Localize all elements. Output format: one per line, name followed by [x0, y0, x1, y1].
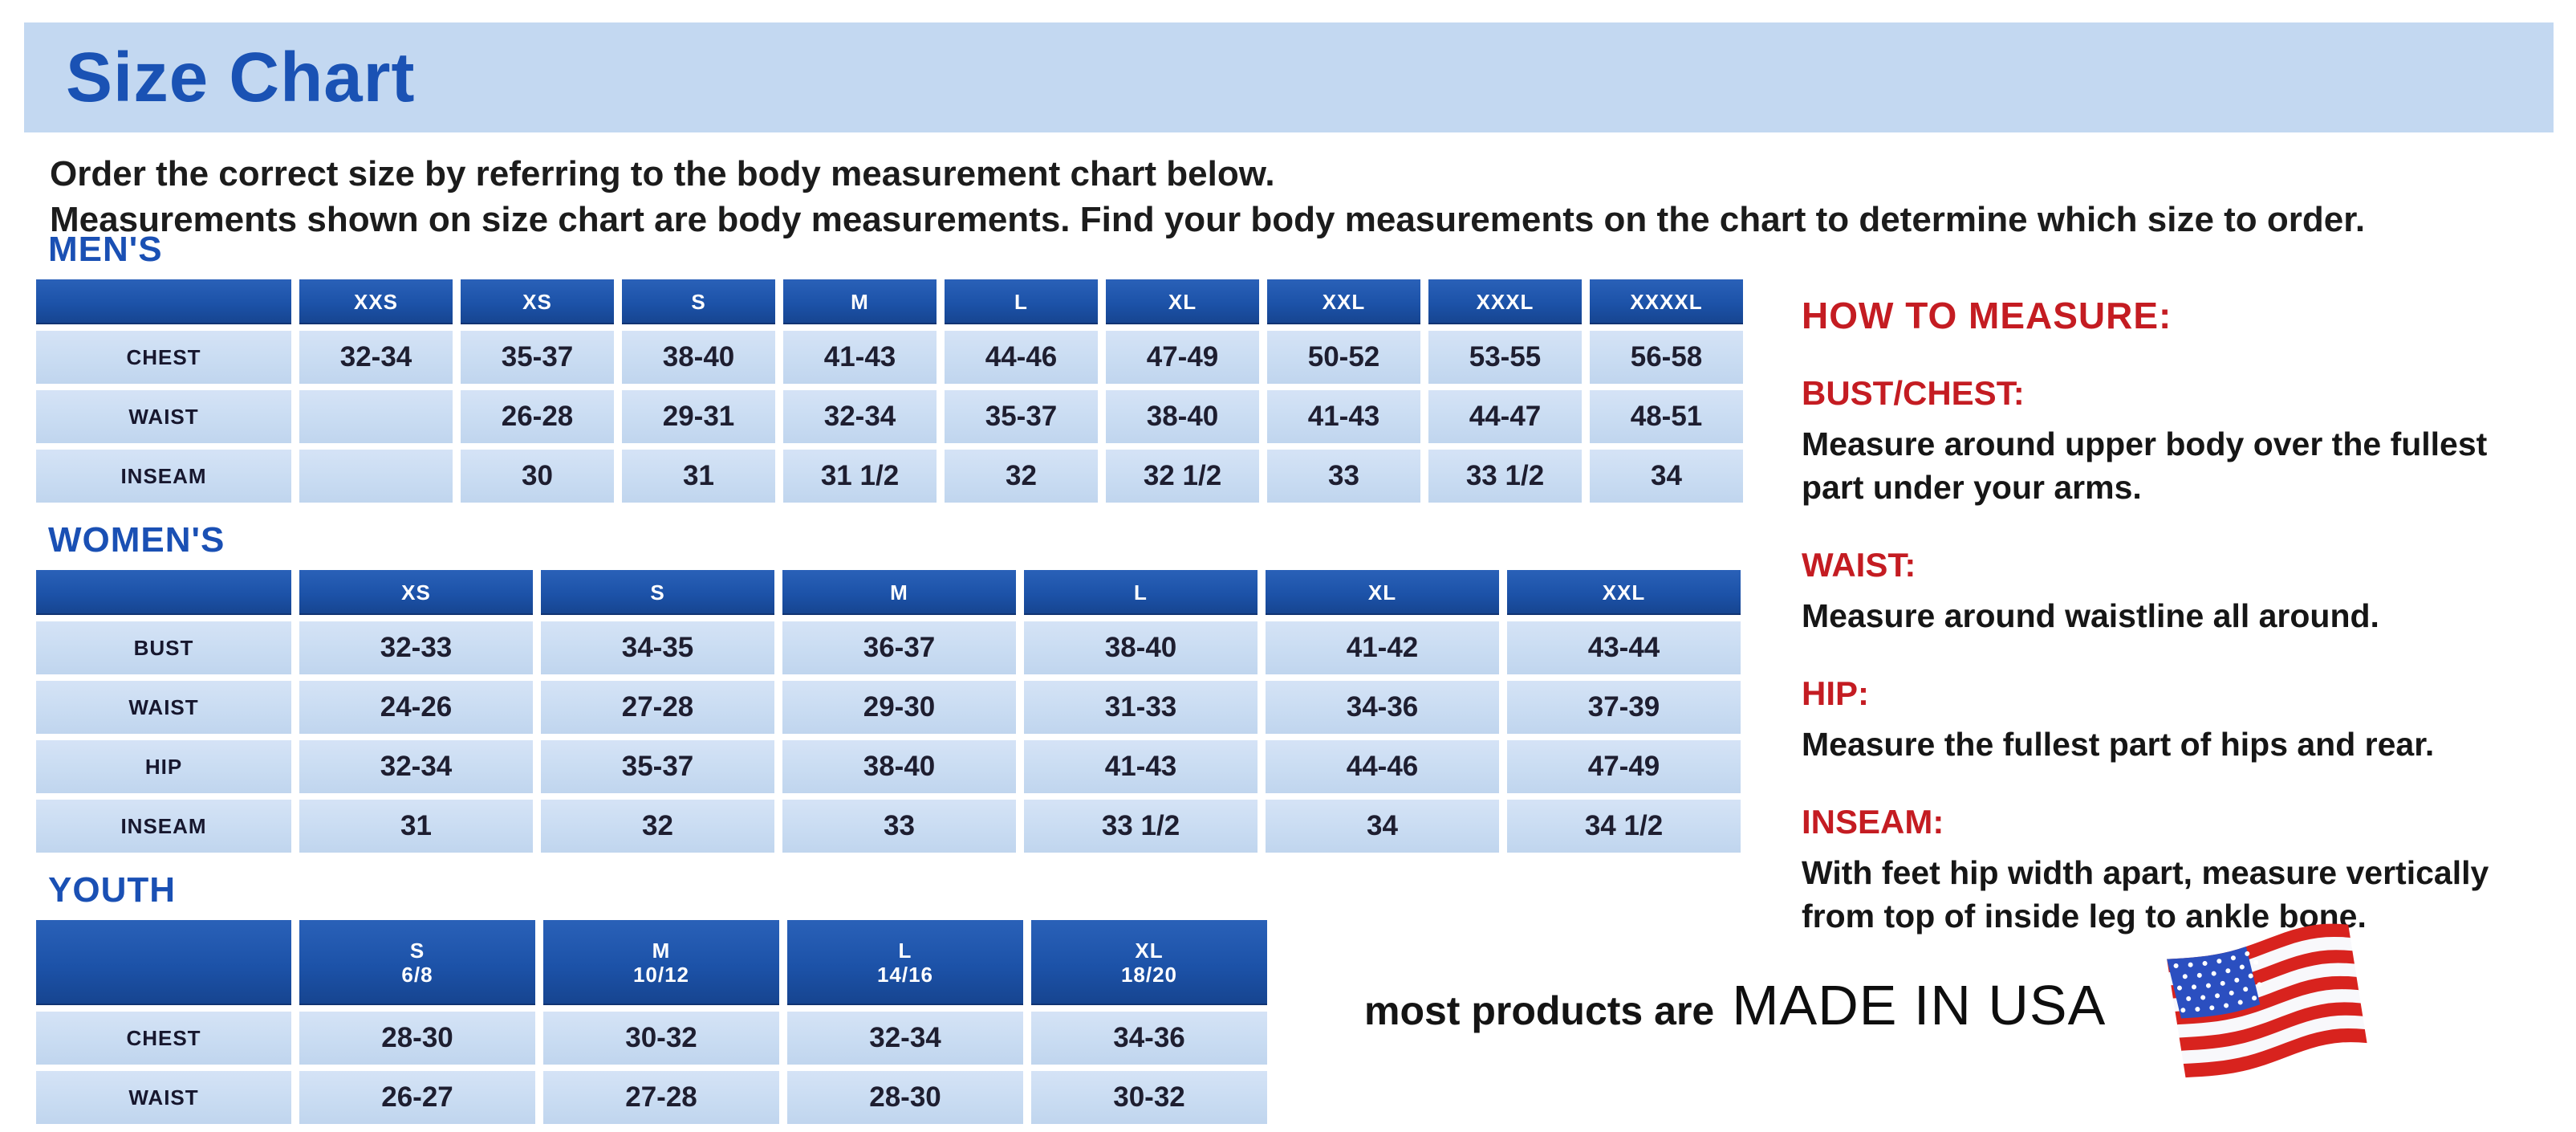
made-in-usa-footer — [1364, 973, 2106, 1037]
measurement-cell: 34-35 — [541, 621, 774, 674]
measurement-cell: 32-34 — [299, 740, 533, 793]
measurement-cell: 30-32 — [543, 1012, 779, 1065]
measurement-cell: 30-32 — [1031, 1071, 1267, 1124]
size-column-header: S 6/8 — [299, 920, 535, 1005]
row-label-cell: WAIST — [36, 1071, 291, 1124]
youth-size-table — [28, 914, 1275, 1130]
measurement-cell: 32 — [541, 800, 774, 853]
measurement-cell: 50-52 — [1267, 331, 1420, 384]
measurement-cell: 48-51 — [1590, 390, 1743, 443]
youth-section-heading: YOUTH — [48, 870, 176, 910]
measurement-cell: 32-33 — [299, 621, 533, 674]
measurement-cell: 28-30 — [787, 1071, 1023, 1124]
measure-term: BUST/CHEST: — [1802, 374, 2025, 412]
table-row — [36, 800, 1741, 853]
size-column-header: M — [783, 279, 937, 324]
measure-term: INSEAM: — [1802, 803, 1944, 841]
measurement-cell: 26-28 — [461, 390, 614, 443]
measurement-cell: 33 1/2 — [1428, 450, 1582, 503]
table-row — [36, 331, 1743, 384]
size-column-header: XXXXL — [1590, 279, 1743, 324]
measurement-cell: 35-37 — [541, 740, 774, 793]
footer-prefix-text: most products are — [1364, 988, 1715, 1033]
measurement-cell: 33 — [1267, 450, 1420, 503]
size-column-header: XS — [461, 279, 614, 324]
row-label-cell: HIP — [36, 740, 291, 793]
measurement-cell: 34 1/2 — [1507, 800, 1741, 853]
measure-term: WAIST: — [1802, 546, 1916, 584]
measure-description: Measure around upper body over the fullest part under your arms. — [1802, 426, 2488, 506]
womens-section-heading: WOMEN'S — [48, 520, 226, 560]
size-column-header: XL 18/20 — [1031, 920, 1267, 1005]
measurement-cell: 32-34 — [299, 331, 453, 384]
measure-description: Measure around waistline all around. — [1802, 597, 2379, 634]
measurement-cell: 30 — [461, 450, 614, 503]
measurement-cell: 34-36 — [1266, 681, 1499, 734]
measurement-cell: 34-36 — [1031, 1012, 1267, 1065]
mens-size-table — [28, 273, 1751, 509]
measurement-cell: 53-55 — [1428, 331, 1582, 384]
row-label-cell: BUST — [36, 621, 291, 674]
table-row — [36, 390, 1743, 443]
table-row — [36, 450, 1743, 503]
measurement-cell: 38-40 — [1024, 621, 1258, 674]
size-column-header: S — [541, 570, 774, 615]
measurement-cell: 37-39 — [1507, 681, 1741, 734]
row-label-cell: INSEAM — [36, 800, 291, 853]
corner-header-cell — [36, 279, 291, 324]
measurement-cell — [299, 390, 453, 443]
corner-header-cell — [36, 920, 291, 1005]
how-to-measure-heading: HOW TO MEASURE: — [1802, 295, 2172, 336]
measurement-cell: 31 1/2 — [783, 450, 937, 503]
row-label-cell: INSEAM — [36, 450, 291, 503]
size-column-header: XXXL — [1428, 279, 1582, 324]
measurement-cell: 31 — [622, 450, 775, 503]
measurement-cell: 41-43 — [1024, 740, 1258, 793]
table-row — [36, 1071, 1267, 1124]
measure-term: HIP: — [1802, 674, 1869, 712]
measurement-cell: 32-34 — [787, 1012, 1023, 1065]
measurement-cell: 47-49 — [1507, 740, 1741, 793]
measure-description: With feet hip width apart, measure vertically from top of inside leg to ankle bone. — [1802, 854, 2489, 935]
measurement-cell: 31-33 — [1024, 681, 1258, 734]
womens-size-table — [28, 564, 1749, 859]
measurement-cell: 29-30 — [782, 681, 1016, 734]
row-label-cell: WAIST — [36, 681, 291, 734]
mens-section-heading: MEN'S — [48, 230, 163, 269]
measurement-cell: 44-47 — [1428, 390, 1582, 443]
measurement-cell: 35-37 — [461, 331, 614, 384]
intro-text — [50, 151, 2537, 242]
measurement-cell: 47-49 — [1106, 331, 1259, 384]
row-label-cell: WAIST — [36, 390, 291, 443]
measurement-cell: 31 — [299, 800, 533, 853]
measurement-cell: 41-43 — [1267, 390, 1420, 443]
intro-line-2: Measurements shown on size chart are body measurements. Find your body measurements on the chart to determine which size to order. — [50, 200, 2366, 239]
size-column-header: XXL — [1507, 570, 1741, 615]
usa-flag-icon — [2157, 922, 2378, 1086]
size-header-row — [36, 279, 1743, 324]
measurement-cell: 41-42 — [1266, 621, 1499, 674]
table-row — [36, 740, 1741, 793]
measurement-cell: 27-28 — [541, 681, 774, 734]
measurement-cell: 32 — [945, 450, 1098, 503]
measurement-cell: 28-30 — [299, 1012, 535, 1065]
size-column-header: L — [945, 279, 1098, 324]
measurement-cell: 29-31 — [622, 390, 775, 443]
row-label-cell: CHEST — [36, 1012, 291, 1065]
size-column-header: L — [1024, 570, 1258, 615]
size-column-header: M 10/12 — [543, 920, 779, 1005]
measurement-cell: 38-40 — [1106, 390, 1259, 443]
size-column-header: XL — [1266, 570, 1499, 615]
measurement-cell: 43-44 — [1507, 621, 1741, 674]
how-to-measure-section — [1802, 294, 2556, 938]
measurement-cell: 34 — [1266, 800, 1499, 853]
measurement-cell — [299, 450, 453, 503]
table-row — [36, 621, 1741, 674]
measure-description: Measure the fullest part of hips and rear. — [1802, 726, 2435, 763]
size-column-header: S — [622, 279, 775, 324]
title-banner — [24, 22, 2554, 132]
size-column-header: XL — [1106, 279, 1259, 324]
measurement-cell: 24-26 — [299, 681, 533, 734]
size-column-header: L 14/16 — [787, 920, 1023, 1005]
measurement-cell: 38-40 — [782, 740, 1016, 793]
measure-list — [1802, 374, 2556, 938]
measurement-cell: 38-40 — [622, 331, 775, 384]
measurement-cell: 56-58 — [1590, 331, 1743, 384]
made-in-usa-text: MADE IN USA — [1732, 974, 2107, 1036]
measurement-cell: 33 — [782, 800, 1016, 853]
size-column-header: XXL — [1267, 279, 1420, 324]
measurement-cell: 26-27 — [299, 1071, 535, 1124]
size-header-row — [36, 570, 1741, 615]
table-row — [36, 681, 1741, 734]
measurement-cell: 35-37 — [945, 390, 1098, 443]
size-column-header: XS — [299, 570, 533, 615]
measurement-cell: 32-34 — [783, 390, 937, 443]
size-column-header: M — [782, 570, 1016, 615]
intro-line-1: Order the correct size by referring to the body measurement chart below. — [50, 154, 1275, 193]
measurement-cell: 34 — [1590, 450, 1743, 503]
table-row — [36, 1012, 1267, 1065]
measurement-cell: 44-46 — [945, 331, 1098, 384]
measurement-cell: 44-46 — [1266, 740, 1499, 793]
measurement-cell: 41-43 — [783, 331, 937, 384]
size-header-row — [36, 920, 1267, 1005]
measurement-cell: 33 1/2 — [1024, 800, 1258, 853]
measurement-cell: 36-37 — [782, 621, 1016, 674]
corner-header-cell — [36, 570, 291, 615]
page-title: Size Chart — [66, 38, 416, 116]
measurement-cell: 32 1/2 — [1106, 450, 1259, 503]
measurement-cell: 27-28 — [543, 1071, 779, 1124]
size-column-header: XXS — [299, 279, 453, 324]
row-label-cell: CHEST — [36, 331, 291, 384]
